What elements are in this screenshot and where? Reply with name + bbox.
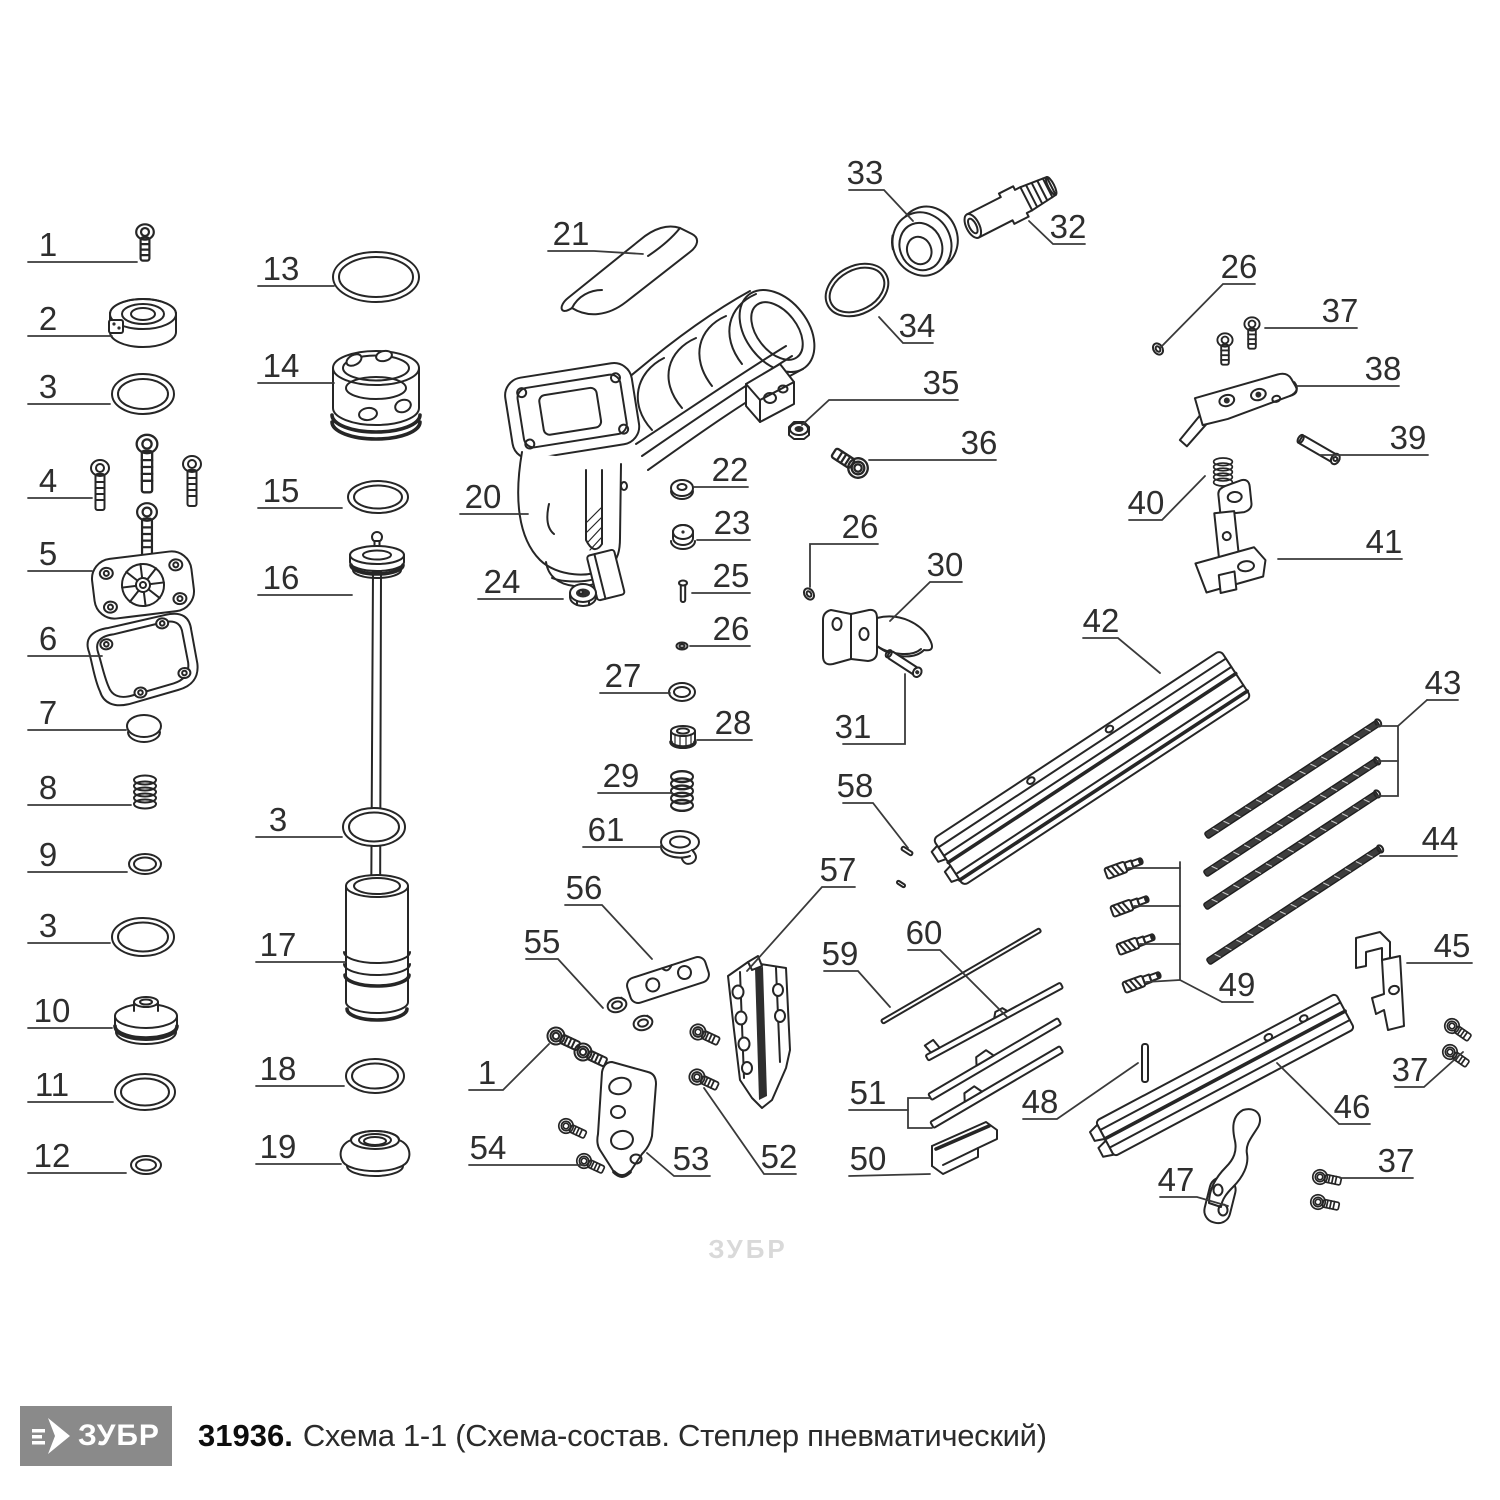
- part-19-bumper: [341, 1131, 410, 1176]
- part-46-magazine-cover: [1087, 993, 1355, 1161]
- callout-valve-cover: [28, 535, 92, 572]
- part-37-screws-hook: [1309, 1168, 1342, 1213]
- callout-oring-mid: [258, 472, 342, 509]
- part-14-cylinder-cap: [332, 349, 420, 439]
- callout-spacer-plate: [565, 869, 652, 959]
- callout-pin-tiny: [837, 767, 908, 848]
- brand-name: ЗУБР: [78, 1419, 160, 1452]
- part-52-screws: [687, 1022, 722, 1094]
- part-number: 44: [1421, 820, 1459, 857]
- footer: [0, 1400, 1500, 1480]
- part-number: 32: [1049, 208, 1087, 245]
- leader-line: [810, 544, 878, 587]
- callout-cover-plate: [647, 1140, 710, 1177]
- scheme-code: 31936.: [198, 1418, 293, 1453]
- callout-spring-safety: [1128, 476, 1205, 521]
- callout-spring-trigger: [598, 757, 672, 794]
- part-35-nut: [789, 422, 809, 439]
- callout-oring-tiny-a: [690, 610, 750, 647]
- part-17-cylinder: [344, 875, 410, 1020]
- part-number: 54: [469, 1129, 507, 1166]
- part-number: 31: [834, 708, 872, 745]
- part-15-oring: [348, 481, 408, 513]
- part-number: 23: [713, 504, 751, 541]
- callout-driver-assembly: [258, 559, 352, 596]
- part-23-cap: [671, 525, 695, 549]
- part-11-oring: [115, 1074, 175, 1110]
- part-number: 5: [38, 535, 58, 572]
- leader-line: [890, 582, 962, 621]
- leader-line: [1161, 284, 1255, 347]
- callout-pin-valve: [692, 557, 750, 594]
- callout-pin-long: [1320, 419, 1428, 456]
- part-number: 61: [587, 811, 625, 848]
- part-number: 57: [819, 851, 857, 888]
- part-number: 37: [1391, 1051, 1429, 1088]
- part-61-washer-tab: [661, 831, 699, 864]
- callout-cylinder: [256, 926, 346, 963]
- part-47-hook: [1202, 1109, 1260, 1226]
- callout-magazine-cover: [1277, 1063, 1370, 1125]
- part-number: 48: [1021, 1083, 1059, 1120]
- callout-cap-bolts: [28, 462, 92, 499]
- callout-oring-large: [258, 250, 334, 287]
- part-6-gasket: [85, 611, 201, 708]
- callout-safety-bracket: [1278, 523, 1402, 560]
- callout-guide-plate: [1297, 350, 1401, 387]
- part-number: 27: [604, 657, 642, 694]
- part-number: 21: [552, 215, 590, 252]
- callout-main-piston: [28, 992, 112, 1029]
- leader-line: [843, 803, 908, 848]
- callout-oring-endcap: [879, 307, 935, 344]
- part-number: 20: [464, 478, 502, 515]
- part-number: 3: [268, 801, 288, 838]
- callout-oring-tiny-c: [1161, 248, 1257, 347]
- part-number: 58: [836, 767, 874, 804]
- part-number: 9: [38, 836, 58, 873]
- part-37-screws-cover-right: [1440, 1016, 1474, 1070]
- leader-line: [565, 905, 652, 959]
- part-number: 35: [922, 364, 960, 401]
- callout-bumper: [256, 1128, 341, 1165]
- part-number: 37: [1321, 292, 1359, 329]
- callout-screws-cover-left: [469, 1129, 583, 1166]
- part-number: 55: [523, 923, 561, 960]
- part-number: 30: [926, 546, 964, 583]
- part-24-nut: [570, 584, 596, 606]
- part-38-guide-plate: [1170, 370, 1304, 447]
- callout-cylinder-cap: [258, 347, 334, 384]
- part-number: 12: [33, 1137, 71, 1174]
- part-number: 42: [1082, 602, 1120, 639]
- part-number: 13: [262, 250, 300, 287]
- part-number: 8: [38, 769, 58, 806]
- part-number: 39: [1389, 419, 1427, 456]
- leader-line: [824, 971, 890, 1007]
- part-number: 18: [259, 1050, 297, 1087]
- callout-screw-cap-top: [28, 226, 137, 263]
- part-28-bushing: [671, 726, 695, 748]
- leader-line: [802, 400, 958, 425]
- part-12-oring: [131, 1156, 161, 1174]
- callout-oring-piston: [28, 1066, 113, 1103]
- part-number: 45: [1433, 927, 1471, 964]
- callout-screws-nose-left: [469, 1044, 549, 1091]
- part-34-oring: [817, 253, 898, 326]
- callout-oring-tiny-b: [810, 508, 878, 587]
- part-1-screws-nose: [545, 1025, 610, 1071]
- part-18-oring: [346, 1059, 404, 1093]
- callout-screw-handle: [869, 424, 997, 461]
- callout-spring-valve: [28, 769, 131, 806]
- part-number: 6: [38, 620, 58, 657]
- scheme-title: Схема 1-1 (Схема-состав. Степлер пневматический): [302, 1418, 1047, 1453]
- part-22-washer: [671, 480, 693, 499]
- part-number: 49: [1218, 966, 1256, 1003]
- part-30-trigger: [823, 610, 932, 664]
- callout-oring-small: [28, 836, 127, 873]
- part-7-valve-pad: [127, 715, 161, 742]
- part-number: 16: [262, 559, 300, 596]
- part-number: 17: [259, 926, 297, 963]
- part-number: 41: [1365, 523, 1403, 560]
- part-56-spacer-plate: [625, 955, 711, 1005]
- part-number: 26: [1220, 248, 1258, 285]
- callout-screws-hook: [1340, 1142, 1414, 1179]
- part-number: 34: [898, 307, 936, 344]
- callout-oring-head-2: [28, 907, 110, 944]
- part-36-screw: [829, 444, 872, 481]
- part-number: 3: [38, 907, 58, 944]
- callout-pusher-rails: [849, 1074, 932, 1128]
- part-number: 51: [849, 1074, 887, 1111]
- part-number: 53: [672, 1140, 710, 1177]
- callout-follower: [849, 1140, 930, 1177]
- part-58-pins: [896, 846, 913, 887]
- part-10-piston: [115, 997, 177, 1044]
- part-number: 37: [1377, 1142, 1415, 1179]
- part-number: 56: [565, 869, 603, 906]
- callout-washer: [694, 451, 748, 488]
- part-43-staple-strips: [1203, 718, 1383, 910]
- part-number: 14: [262, 347, 300, 384]
- part-13-oring-large: [333, 252, 419, 302]
- callout-cap-plug: [697, 504, 750, 541]
- brand-arrow-icon: [32, 1412, 74, 1460]
- part-25-pin: [679, 581, 687, 603]
- part-number: 7: [38, 694, 58, 731]
- part-number: 15: [262, 472, 300, 509]
- brand-logo: [20, 1406, 172, 1466]
- part-3-oring: [112, 374, 174, 414]
- callout-screws-nose-right: [704, 1088, 797, 1175]
- part-number: 10: [33, 992, 71, 1029]
- callout-washer-tab: [583, 811, 662, 848]
- watermark: ЗУБР: [708, 1234, 788, 1264]
- part-number: 3: [38, 368, 58, 405]
- callout-lock-washers: [524, 923, 603, 1008]
- part-number: 59: [821, 935, 859, 972]
- callout-oring-lower: [256, 1050, 344, 1087]
- leader-line: [1398, 700, 1427, 726]
- part-29-spring: [671, 771, 693, 811]
- part-number: 33: [846, 154, 884, 191]
- callout-pusher-rod: [822, 935, 890, 1007]
- part-8-spring: [134, 776, 156, 809]
- leader-line: [1083, 638, 1160, 673]
- callout-nut-hex: [802, 364, 959, 425]
- part-53-cover-plate: [597, 1062, 656, 1177]
- callout-staple-strip: [1380, 820, 1458, 857]
- part-26-oring-tiny-a: [677, 643, 688, 650]
- part-2-exhaust-cap: [109, 299, 176, 347]
- part-5-valve-cover: [90, 549, 197, 621]
- part-27-oring: [669, 683, 695, 701]
- part-42-magazine-rail: [926, 650, 1251, 890]
- callout-end-cap: [847, 154, 913, 221]
- part-number: 11: [34, 1066, 70, 1103]
- callout-clip-bracket: [1407, 927, 1472, 964]
- callout-exhaust-cap: [28, 300, 112, 337]
- part-50-follower: [932, 1122, 997, 1174]
- part-number: 36: [960, 424, 998, 461]
- part-number: 19: [259, 1128, 297, 1165]
- part-9-oring: [129, 854, 161, 874]
- part-number: 38: [1364, 350, 1402, 387]
- callout-valve-bushing: [697, 704, 752, 741]
- part-number: 2: [38, 300, 58, 337]
- callout-oring-head: [28, 368, 110, 405]
- part-3-oring-3: [343, 808, 405, 846]
- leader-line: [526, 959, 603, 1008]
- callout-oring-cylinder: [256, 801, 342, 838]
- part-number: 47: [1157, 1161, 1195, 1198]
- callout-oring-tiny-left: [28, 1137, 126, 1174]
- part-number: 24: [483, 563, 521, 600]
- part-number: 40: [1127, 484, 1165, 521]
- callout-air-fitting: [1029, 208, 1086, 245]
- part-number: 46: [1333, 1088, 1371, 1125]
- callout-oring-trigger: [600, 657, 670, 694]
- part-number: 26: [712, 610, 750, 647]
- callout-trigger: [890, 546, 963, 621]
- part-45-clip-bracket: [1356, 932, 1404, 1030]
- part-3-oring-2: [112, 918, 174, 956]
- part-number: 1: [38, 226, 58, 263]
- part-4-bolts: [91, 435, 201, 558]
- part-37-screws-guide: [1217, 317, 1259, 364]
- scheme-caption: [198, 1406, 1047, 1466]
- callout-magazine-rail: [1083, 602, 1160, 673]
- part-48-pin: [1142, 1044, 1148, 1082]
- part-number: 50: [849, 1140, 887, 1177]
- leader-line: [1180, 862, 1222, 1002]
- part-number: 29: [602, 757, 640, 794]
- part-number: 1: [477, 1054, 497, 1091]
- part-number: 43: [1424, 664, 1462, 701]
- part-number: 26: [841, 508, 879, 545]
- part-39-pin: [1296, 433, 1342, 466]
- part-number: 22: [711, 451, 749, 488]
- part-number: 25: [712, 557, 750, 594]
- part-number: 60: [905, 914, 943, 951]
- leader-line: [849, 190, 913, 221]
- part-1-screw: [136, 224, 154, 260]
- callout-screws-guide: [1265, 292, 1358, 329]
- part-32-air-fitting: [959, 170, 1061, 245]
- leader-line: [908, 1098, 932, 1128]
- callout-staple-strips: [1377, 664, 1461, 796]
- part-41-safety-bracket: [1187, 478, 1268, 595]
- callout-pin-trigger: [835, 674, 905, 745]
- part-number: 52: [760, 1138, 798, 1175]
- part-number: 28: [714, 704, 752, 741]
- part-20-body: [503, 276, 830, 601]
- part-40-spring: [1214, 458, 1233, 486]
- part-26-oring-tiny-b: [802, 587, 816, 602]
- part-number: 4: [38, 462, 58, 499]
- part-33-end-cap: [882, 198, 968, 285]
- part-57-nose-piece: [728, 956, 790, 1108]
- part-49-adapters: [1104, 855, 1162, 993]
